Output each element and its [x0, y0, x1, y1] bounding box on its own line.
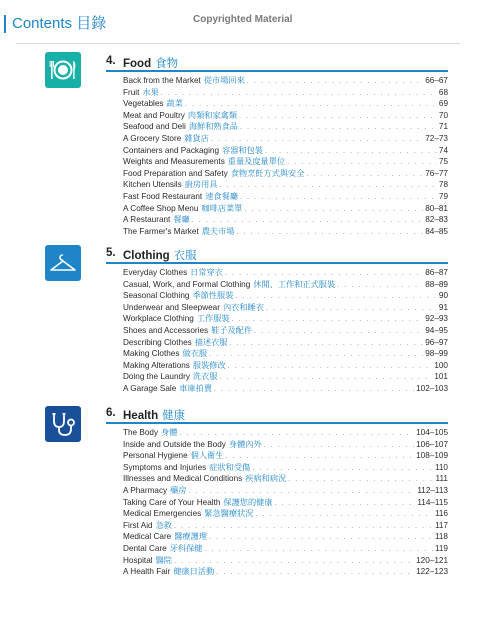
dot-leader — [209, 532, 433, 543]
entry-title: Workplace Clothing — [123, 314, 194, 324]
toc-entry[interactable] — [123, 87, 448, 99]
entry-title: Medical Care — [123, 532, 172, 542]
page-number: 114–115 — [417, 497, 448, 507]
page-number: 91 — [438, 302, 448, 312]
entry-title: Casual, Work, and Formal Clothing — [123, 279, 251, 289]
dot-leader — [174, 556, 414, 567]
page-number: 110 — [434, 462, 448, 472]
section-number: 5. — [106, 247, 116, 259]
entry-title-zh: 食物烹飪方式與安全 — [230, 168, 305, 178]
entry-title-zh: 急救 — [155, 520, 172, 530]
page-number: 80–81 — [425, 203, 448, 213]
dot-leader — [235, 291, 436, 302]
dot-leader — [247, 76, 423, 87]
dot-leader — [228, 361, 433, 372]
entry-title: Fruit — [123, 87, 140, 97]
entry-title: Making Clothes — [123, 349, 180, 359]
toc-entry[interactable] — [123, 555, 448, 567]
entry-title-zh: 肉類和家禽類 — [187, 110, 238, 120]
toc-entry[interactable] — [123, 348, 448, 360]
toc-entry[interactable] — [123, 214, 448, 226]
dot-leader — [161, 88, 437, 99]
entry-title-zh: 內衣和睡衣 — [222, 302, 264, 312]
toc-entry[interactable] — [123, 439, 448, 451]
entry-title: Weights and Measurements — [123, 157, 225, 167]
toc-entry[interactable] — [123, 360, 448, 372]
toc-entry[interactable] — [123, 531, 448, 543]
entry-title-zh: 醫療護理 — [174, 532, 207, 542]
entry-title: Describing Clothes — [123, 337, 192, 347]
section-title: Clothing 衣服 — [123, 250, 197, 262]
toc-entry[interactable] — [123, 191, 448, 203]
section-header — [106, 247, 448, 264]
toc-entry[interactable] — [123, 371, 448, 383]
entry-title: Hospital — [123, 555, 153, 565]
dot-leader — [192, 215, 423, 226]
entry-title-zh: 休閒、工作和正式服裝 — [253, 279, 336, 289]
dot-leader — [225, 268, 423, 279]
entry-title-zh: 描述衣服 — [194, 337, 228, 347]
entry-title-zh: 保護您的健康 — [223, 497, 273, 507]
toc-entry[interactable] — [123, 168, 448, 180]
entry-title: Personal Hygiene — [123, 451, 188, 461]
entry-title: Medical Emergencies — [123, 509, 202, 519]
toc-entry[interactable] — [123, 75, 448, 87]
entry-title-zh: 洗衣服 — [192, 372, 218, 382]
entry-title-zh: 工作服裝 — [196, 314, 230, 324]
dot-leader — [287, 157, 437, 168]
page-number: 74 — [438, 145, 448, 155]
dot-leader — [288, 474, 433, 485]
toc-entry[interactable] — [123, 145, 448, 157]
dot-leader — [239, 111, 437, 122]
toc-list — [123, 75, 448, 237]
entry-title-zh: 醫院 — [155, 555, 172, 565]
entry-title-zh: 廚房用具 — [184, 180, 218, 190]
entry-title: Shoes and Accessories — [123, 325, 209, 335]
copyright-notice: Copyrighted Material — [193, 14, 293, 25]
dot-leader — [216, 567, 414, 578]
entry-title: A Grocery Store — [123, 133, 182, 143]
entry-title: Containers and Packaging — [123, 145, 220, 155]
toc-list — [123, 267, 448, 395]
dot-leader — [236, 227, 423, 238]
dot-leader — [232, 314, 424, 325]
page-number: 117 — [434, 520, 448, 530]
entry-title: Illnesses and Medical Conditions — [123, 474, 243, 484]
entry-title: Food Preparation and Safety — [123, 168, 228, 178]
dot-leader — [225, 451, 414, 462]
toc-entry[interactable] — [123, 313, 448, 325]
hanger-icon — [45, 245, 81, 281]
entry-title-zh: 藥房 — [170, 485, 187, 495]
dot-leader — [185, 99, 437, 110]
dot-leader — [240, 122, 437, 133]
dot-leader — [174, 521, 433, 532]
page-number: 84–85 — [425, 226, 448, 236]
page-number: 112–113 — [417, 485, 448, 495]
dot-leader — [179, 428, 414, 439]
dot-leader — [229, 338, 423, 349]
entry-title: Meat and Poultry — [123, 110, 185, 120]
entry-title: Fast Food Restaurant — [123, 191, 203, 201]
section-title: Food 食物 — [123, 58, 179, 70]
entry-title: A Restaurant — [123, 215, 171, 225]
page-number: 98–99 — [425, 349, 448, 359]
dot-leader — [209, 349, 423, 360]
toc-entry[interactable] — [123, 383, 448, 395]
entry-title-zh: 車庫拍賣 — [179, 383, 213, 393]
page-number: 96–97 — [425, 337, 448, 347]
plate-cutlery-icon — [45, 52, 81, 88]
entry-title: A Pharmacy — [123, 485, 168, 495]
toc-entry[interactable] — [123, 543, 448, 555]
entry-title-zh: 日常穿衣 — [190, 268, 223, 277]
toc-entry[interactable] — [123, 325, 448, 337]
toc-entry[interactable] — [123, 203, 448, 215]
page-number: 78 — [438, 180, 448, 190]
dot-leader — [254, 326, 423, 337]
entry-title-zh: 服裝修改 — [192, 360, 226, 370]
page-number: 108–109 — [416, 451, 448, 461]
dot-leader — [255, 509, 433, 520]
page-number: 104–105 — [416, 428, 448, 437]
dot-leader — [211, 134, 423, 145]
toc-entry[interactable] — [123, 279, 448, 291]
entry-title: Vegetables — [123, 99, 164, 109]
page-number: 82–83 — [425, 215, 448, 225]
dot-leader — [306, 169, 423, 180]
entry-title: Symptoms and Injuries — [123, 462, 207, 472]
entry-title-zh: 重量及度量單位 — [227, 157, 286, 167]
toc-entry[interactable] — [123, 497, 448, 509]
page-number: 71 — [438, 122, 448, 132]
section-number: 4. — [106, 55, 116, 67]
entry-title-zh: 餐廳 — [173, 215, 190, 225]
stethoscope-icon — [45, 406, 81, 442]
entry-title-zh: 蔬菜 — [166, 99, 183, 109]
dot-leader — [265, 146, 437, 157]
entry-title: Underwear and Sleepwear — [123, 302, 220, 312]
entry-title-zh: 健康日活動 — [173, 567, 215, 577]
page-number: 88–89 — [425, 279, 448, 289]
dot-leader — [220, 372, 433, 383]
page-number: 72–73 — [425, 133, 448, 143]
dot-leader — [337, 280, 423, 291]
toc-entry[interactable] — [123, 121, 448, 133]
toc-entry[interactable] — [123, 450, 448, 462]
entry-title-zh: 症狀和受傷 — [209, 462, 251, 472]
section-header — [106, 407, 448, 424]
entry-title: The Farmer's Market — [123, 226, 199, 236]
entry-title-zh: 身體 — [161, 428, 178, 437]
entry-title: A Coffee Shop Menu — [123, 203, 199, 213]
toc-entry[interactable] — [123, 110, 448, 122]
header-divider — [16, 43, 460, 44]
page-number: 94–95 — [425, 325, 448, 335]
page-number: 119 — [434, 543, 448, 553]
toc-entry[interactable] — [123, 566, 448, 578]
section-title: Health 健康 — [123, 410, 186, 422]
toc-list — [123, 427, 448, 578]
page-number: 116 — [434, 509, 448, 519]
dot-leader — [214, 384, 414, 395]
page-number: 79 — [438, 191, 448, 201]
entry-title-zh: 季節性服裝 — [192, 291, 234, 301]
entry-title: Seafood and Deli — [123, 122, 186, 132]
entry-title: Making Alterations — [123, 360, 190, 370]
dot-leader — [189, 486, 416, 497]
toc-entry[interactable] — [123, 267, 448, 279]
entry-title: First Aid — [123, 520, 153, 530]
entry-title-zh: 水果 — [142, 87, 159, 97]
section-number: 6. — [106, 407, 116, 419]
toc-entry[interactable] — [123, 508, 448, 520]
page-number: 68 — [438, 87, 448, 97]
entry-title: Taking Care of Your Health — [123, 497, 221, 507]
page-number: 66–67 — [425, 76, 448, 85]
page-number: 120–121 — [416, 555, 448, 565]
page-number: 90 — [438, 291, 448, 301]
toc-entry[interactable] — [123, 485, 448, 497]
toc-entry[interactable] — [123, 156, 448, 168]
page-number: 101 — [434, 372, 448, 382]
entry-title-zh: 海鮮和熟食品 — [188, 122, 238, 132]
entry-title: Everyday Clothes — [123, 268, 188, 277]
page-number: 102–103 — [416, 383, 448, 393]
entry-title-zh: 鞋子及配件 — [211, 325, 253, 335]
entry-title-zh: 牙科保健 — [169, 543, 203, 553]
page-number: 86–87 — [425, 268, 448, 277]
entry-title-zh: 農夫市場 — [201, 226, 235, 236]
entry-title: Seasonal Clothing — [123, 291, 190, 301]
dot-leader — [266, 303, 437, 314]
toc-entry[interactable] — [123, 98, 448, 110]
toc-entry[interactable] — [123, 179, 448, 191]
entry-title-zh: 雜貨店 — [184, 133, 209, 143]
contents-heading: Contents 目錄 — [4, 15, 106, 33]
entry-title-zh: 緊急醫療狀況 — [204, 509, 254, 519]
entry-title: Back from the Market — [123, 76, 201, 85]
page-number: 76–77 — [425, 168, 448, 178]
page-number: 106–107 — [416, 439, 448, 449]
entry-title: Kitchen Utensils — [123, 180, 182, 190]
dot-leader — [240, 192, 437, 203]
entry-title: A Health Fair — [123, 567, 171, 577]
toc-entry[interactable] — [123, 226, 448, 238]
page-number: 111 — [435, 474, 448, 484]
dot-leader — [204, 544, 432, 555]
page-number: 69 — [438, 99, 448, 109]
page-number: 75 — [438, 157, 448, 167]
toc-entry[interactable] — [123, 473, 448, 485]
entry-title-zh: 疾病和病況 — [245, 474, 287, 484]
dot-leader — [264, 440, 414, 451]
entry-title-zh: 做衣服 — [182, 349, 208, 359]
toc-entry[interactable] — [123, 302, 448, 314]
entry-title-zh: 身體內外 — [228, 439, 262, 449]
toc-entry[interactable] — [123, 427, 448, 439]
toc-entry[interactable] — [123, 462, 448, 474]
page-number: 92–93 — [425, 314, 448, 324]
entry-title: A Garage Sale — [123, 383, 177, 393]
entry-title: Doing the Laundry — [123, 372, 190, 382]
section-header — [106, 55, 448, 72]
page-number: 118 — [434, 532, 448, 542]
entry-title: Dental Care — [123, 543, 167, 553]
entry-title: The Body — [123, 428, 159, 437]
page-number: 70 — [438, 110, 448, 120]
page-number: 122–123 — [416, 567, 448, 577]
entry-title-zh: 從市場回來 — [203, 76, 245, 85]
toc-entry[interactable] — [123, 337, 448, 349]
dot-leader — [252, 463, 433, 474]
entry-title: Inside and Outside the Body — [123, 439, 226, 449]
dot-leader — [219, 180, 436, 191]
page-number: 100 — [434, 360, 448, 370]
toc-entry[interactable] — [123, 520, 448, 532]
entry-title-zh: 速食餐廳 — [205, 191, 238, 201]
dot-leader — [244, 204, 423, 215]
toc-entry[interactable] — [123, 133, 448, 145]
entry-title-zh: 咖啡店菜單 — [201, 203, 243, 213]
entry-title-zh: 容器和包裝 — [222, 145, 263, 155]
toc-entry[interactable] — [123, 290, 448, 302]
dot-leader — [275, 498, 416, 509]
entry-title-zh: 個人衛生 — [190, 451, 224, 461]
